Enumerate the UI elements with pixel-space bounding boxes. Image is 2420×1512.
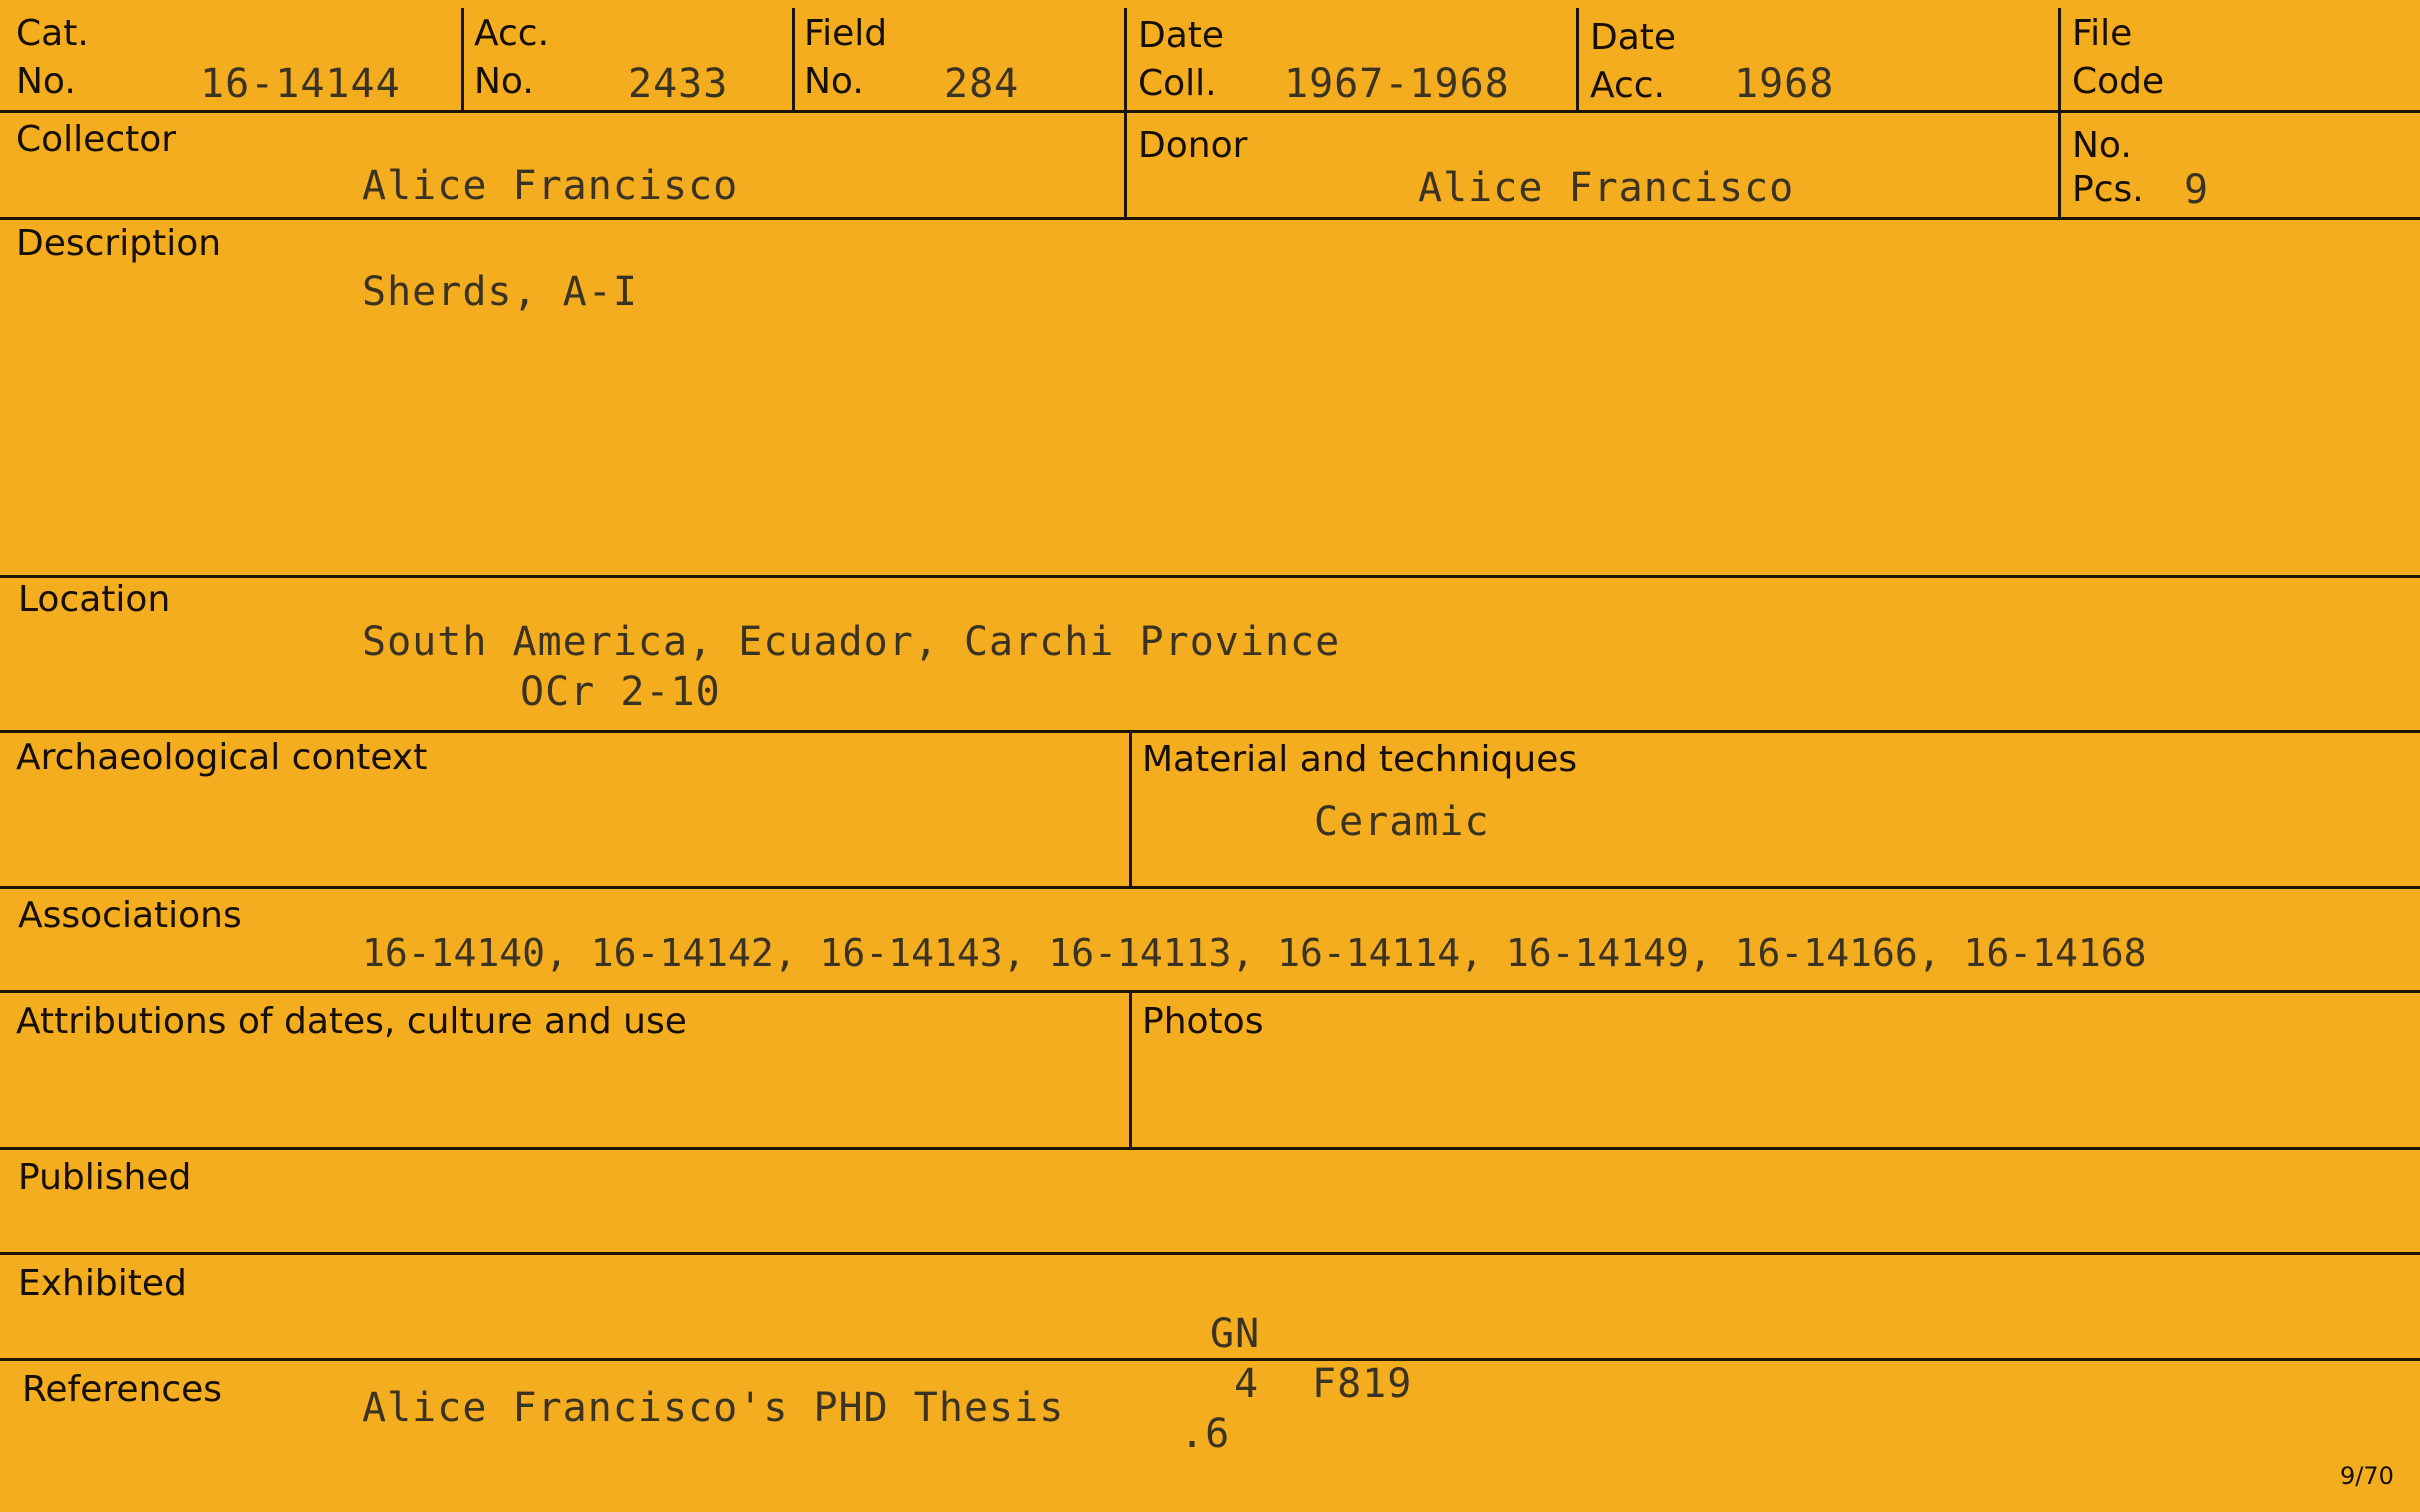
- material-label: Material and techniques: [1142, 739, 1578, 780]
- divider: [1129, 990, 1132, 1147]
- collector-value: Alice Francisco: [362, 163, 739, 209]
- exhibited-code: GN: [1210, 1311, 1261, 1357]
- exhibited-label: Exhibited: [18, 1263, 187, 1304]
- pieces-label: No.: [2072, 125, 2132, 166]
- cat-no-value: 16-14144: [200, 61, 401, 107]
- divider: [1576, 8, 1579, 110]
- cat-no-label: Cat.: [16, 13, 89, 54]
- divider: [0, 575, 2420, 578]
- collector-label: Collector: [16, 119, 177, 160]
- cat-no-label: No.: [16, 61, 76, 102]
- file-code-label: Code: [2072, 61, 2165, 102]
- divider: [0, 990, 2420, 993]
- divider: [0, 1252, 2420, 1255]
- acc-no-label: Acc.: [474, 13, 550, 54]
- photos-label: Photos: [1142, 1001, 1264, 1042]
- date-coll-label: Coll.: [1138, 63, 1217, 104]
- pieces-value: 9: [2184, 167, 2210, 213]
- divider: [0, 217, 2420, 220]
- divider: [792, 8, 795, 110]
- references-code-3: .6: [1180, 1411, 1231, 1457]
- divider: [0, 886, 2420, 889]
- date-acc-label: Acc.: [1590, 65, 1666, 106]
- pieces-label: Pcs.: [2072, 169, 2144, 210]
- attributions-label: Attributions of dates, culture and use: [16, 1001, 687, 1042]
- field-no-label: Field: [804, 13, 888, 54]
- form-code: 9/70: [2340, 1462, 2394, 1490]
- divider: [2058, 8, 2061, 217]
- acc-no-label: No.: [474, 61, 534, 102]
- location-line1: South America, Ecuador, Carchi Province: [362, 619, 1341, 665]
- date-acc-label: Date: [1590, 17, 1677, 58]
- description-value: Sherds, A-I: [362, 269, 638, 315]
- archaeological-context-label: Archaeological context: [16, 737, 428, 778]
- references-code-2: F819: [1312, 1361, 1413, 1407]
- associations-label: Associations: [18, 895, 242, 936]
- location-label: Location: [18, 579, 171, 620]
- donor-value: Alice Francisco: [1418, 165, 1795, 211]
- divider: [0, 110, 2420, 113]
- location-line2: OCr 2-10: [520, 669, 721, 715]
- field-no-label: No.: [804, 61, 864, 102]
- published-label: Published: [18, 1157, 192, 1198]
- divider: [0, 1358, 2420, 1361]
- divider: [0, 730, 2420, 733]
- divider: [1124, 8, 1127, 217]
- file-code-label: File: [2072, 13, 2133, 54]
- description-label: Description: [16, 223, 222, 264]
- field-no-value: 284: [944, 61, 1020, 107]
- acc-no-value: 2433: [628, 61, 729, 107]
- donor-label: Donor: [1138, 125, 1248, 166]
- date-coll-label: Date: [1138, 15, 1225, 56]
- material-value: Ceramic: [1314, 799, 1490, 845]
- divider: [0, 1147, 2420, 1150]
- date-coll-value: 1967-1968: [1284, 61, 1510, 107]
- references-value: Alice Francisco's PHD Thesis: [362, 1385, 1065, 1431]
- divider: [1129, 730, 1132, 886]
- associations-value: 16-14140, 16-14142, 16-14143, 16-14113, 16-14114, 16-14149, 16-14166, 16-14168: [362, 931, 2147, 975]
- divider: [461, 8, 464, 110]
- date-acc-value: 1968: [1734, 61, 1835, 107]
- references-label: References: [22, 1369, 223, 1410]
- references-code-1: 4: [1234, 1361, 1260, 1407]
